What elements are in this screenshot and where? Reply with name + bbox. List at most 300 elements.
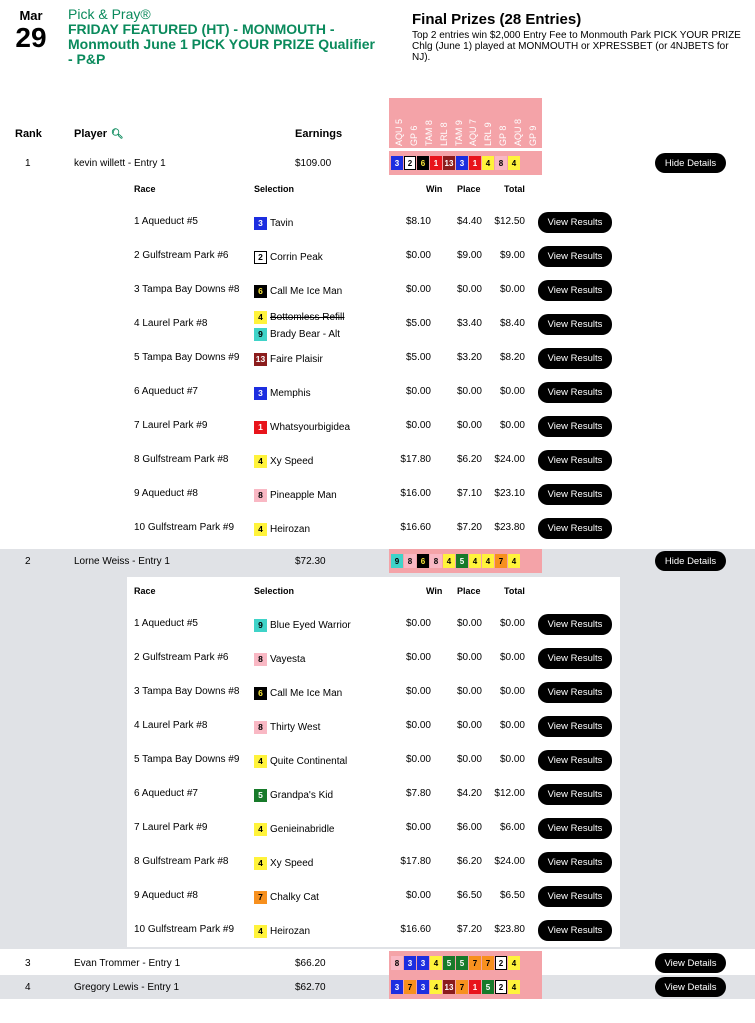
rank-value: 2	[25, 556, 31, 567]
picks-strip	[389, 549, 542, 573]
win-value: $0.00	[405, 822, 431, 833]
race-name: 4 Laurel Park #8	[134, 720, 208, 731]
horse-number-badge: 8	[254, 489, 267, 502]
place-value: $0.00	[456, 720, 482, 731]
pick-badge: 4	[508, 554, 520, 568]
race-name: 7 Laurel Park #9	[134, 822, 208, 833]
horse-number-badge: 2	[254, 251, 267, 264]
horse-number-badge: 4	[254, 523, 267, 536]
win-header: Win	[426, 586, 443, 596]
win-value: $0.00	[405, 720, 431, 731]
earnings-value: $66.20	[295, 958, 326, 969]
detail-row	[127, 811, 620, 845]
place-value: $7.10	[456, 488, 482, 499]
pick-badge: 3	[391, 156, 403, 170]
pick-badge: 8	[495, 156, 507, 170]
horse-number-badge: 3	[254, 387, 267, 400]
race-column-label: LRL 9	[483, 122, 494, 146]
selection-cell	[254, 284, 342, 298]
horse-name: Call Me Ice Man	[270, 687, 343, 699]
selection-line	[254, 522, 310, 536]
detail-row	[127, 743, 620, 777]
horse-number-badge: 4	[254, 311, 267, 324]
win-value: $0.00	[405, 386, 431, 397]
horse-number-badge: 4	[254, 755, 267, 768]
place-value: $0.00	[456, 386, 482, 397]
horse-number-badge: 1	[254, 421, 267, 434]
pick-badge: 5	[456, 554, 468, 568]
selection-cell	[254, 250, 323, 264]
selection-line	[254, 856, 313, 870]
horse-name: Quite Continental	[270, 755, 348, 767]
pick-badge: 6	[417, 156, 429, 170]
pick-badge: 5	[443, 956, 455, 970]
total-value: $0.00	[499, 652, 525, 663]
selection-line	[254, 327, 340, 341]
selection-line	[254, 310, 344, 324]
table-row	[0, 951, 755, 975]
place-header: Place	[457, 184, 481, 194]
horse-name: Memphis	[270, 387, 311, 399]
view-results-button[interactable]: View Results	[538, 716, 612, 737]
detail-row	[127, 375, 620, 409]
pick-badge: 1	[430, 156, 442, 170]
horse-number-badge: 13	[255, 354, 266, 364]
detail-row	[127, 409, 620, 443]
detail-row	[127, 777, 620, 811]
details-header	[127, 577, 620, 607]
race-name: 10 Gulfstream Park #9	[134, 522, 235, 533]
selection-cell	[254, 618, 351, 632]
player-name: Evan Trommer - Entry 1	[74, 958, 181, 969]
place-value: $3.40	[456, 318, 482, 329]
view-results-button[interactable]: View Results	[538, 920, 612, 941]
race-name: 6 Aqueduct #7	[134, 386, 198, 397]
pick-badge: 4	[443, 554, 455, 568]
selection-cell	[254, 488, 337, 502]
win-value: $0.00	[405, 420, 431, 431]
view-results-button[interactable]: View Results	[538, 280, 612, 301]
selection-cell	[254, 924, 310, 938]
horse-number-badge: 3	[254, 217, 267, 230]
win-value: $17.80	[400, 856, 431, 867]
total-value: $0.00	[499, 386, 525, 397]
player-name: kevin willett - Entry 1	[74, 158, 166, 169]
earnings-value: $62.70	[295, 982, 326, 993]
pick-badge: 13	[443, 156, 455, 170]
horse-number-badge: 4	[254, 925, 267, 938]
selection-line	[254, 420, 350, 434]
selection-cell	[254, 754, 347, 768]
race-name: 3 Tampa Bay Downs #8	[134, 686, 240, 697]
selection-cell	[254, 310, 344, 341]
horse-name: Whatsyourbigidea	[270, 421, 351, 433]
selection-cell	[254, 352, 323, 366]
horse-name: Call Me Ice Man	[270, 285, 343, 297]
view-results-button[interactable]: View Results	[538, 750, 612, 771]
details-panel	[127, 175, 620, 545]
earnings-value: $109.00	[295, 158, 332, 169]
selection-header: Selection	[254, 586, 295, 596]
horse-name: Genieinabridle	[270, 823, 335, 835]
prizes-block	[412, 11, 742, 63]
selection-line	[254, 216, 293, 230]
win-value: $8.10	[405, 216, 431, 227]
race-name: 10 Gulfstream Park #9	[134, 924, 235, 935]
details-panel	[127, 577, 620, 947]
selection-line	[254, 788, 333, 802]
selection-cell	[254, 720, 320, 734]
race-column-label: AQU 7	[468, 118, 479, 146]
place-value: $0.00	[456, 754, 482, 765]
selection-cell	[254, 522, 310, 536]
pick-badge: 5	[456, 956, 468, 970]
detail-row	[127, 273, 620, 307]
table-row	[0, 549, 755, 573]
selection-line	[254, 284, 342, 298]
rank-value: 3	[25, 958, 31, 969]
detail-row	[127, 641, 620, 675]
total-value: $12.00	[494, 788, 525, 799]
view-results-button[interactable]: View Results	[538, 518, 612, 539]
race-header: Race	[134, 184, 156, 194]
win-value: $0.00	[405, 250, 431, 261]
win-value: $5.00	[405, 352, 431, 363]
search-icon[interactable]: 🔍︎	[111, 129, 124, 140]
total-value: $6.50	[499, 890, 525, 901]
pick-badge: 6	[417, 554, 429, 568]
player-name: Lorne Weiss - Entry 1	[74, 556, 170, 567]
detail-row	[127, 511, 620, 545]
picks-strip	[389, 975, 542, 999]
race-header: Race	[134, 586, 156, 596]
horse-name: Blue Eyed Warrior	[270, 619, 351, 631]
horse-number-badge: 6	[254, 687, 267, 700]
pick-badge: 1	[469, 156, 481, 170]
selection-cell	[254, 890, 319, 904]
selection-line	[254, 386, 311, 400]
selection-cell	[254, 822, 335, 836]
total-value: $24.00	[494, 856, 525, 867]
horse-name: Vayesta	[270, 653, 306, 665]
view-results-button[interactable]: View Results	[538, 382, 612, 403]
selection-header: Selection	[254, 184, 295, 194]
details-header	[127, 175, 620, 205]
selection-cell	[254, 686, 342, 700]
pick-badge: 7	[482, 956, 494, 970]
race-name: 8 Gulfstream Park #8	[134, 856, 229, 867]
race-name: 1 Aqueduct #5	[134, 216, 198, 227]
player-column-label: Player	[74, 128, 108, 140]
pick-badge: 4	[430, 956, 442, 970]
contest-title: FRIDAY FEATURED (HT) - MONMOUTH - Monmouth June 1 PICK YOUR PRIZE Qualifier - P&P	[68, 21, 375, 67]
view-details-button[interactable]: View Details	[655, 977, 726, 997]
view-results-button[interactable]: View Results	[538, 648, 612, 669]
horse-name: Pineapple Man	[270, 489, 337, 501]
pick-badge: 2	[404, 156, 416, 170]
pick-badge: 7	[495, 554, 507, 568]
view-results-button[interactable]: View Results	[538, 450, 612, 471]
race-name: 1 Aqueduct #5	[134, 618, 198, 629]
horse-name: Heirozan	[270, 523, 311, 535]
pick-badge: 3	[417, 980, 429, 994]
race-name: 8 Gulfstream Park #8	[134, 454, 229, 465]
pick-badge: 4	[482, 554, 494, 568]
total-value: $0.00	[499, 754, 525, 765]
horse-number-badge: 5	[254, 789, 267, 802]
total-value: $12.50	[494, 216, 525, 227]
horse-name: Chalky Cat	[270, 891, 319, 903]
detail-row	[127, 205, 620, 239]
pick-badge: 2	[495, 980, 507, 994]
selection-line	[254, 454, 313, 468]
view-results-button[interactable]: View Results	[538, 416, 612, 437]
selection-cell	[254, 454, 313, 468]
view-results-button[interactable]: View Results	[538, 784, 612, 805]
horse-name: Grandpa's Kid	[270, 789, 334, 801]
pick-badge: 9	[391, 554, 403, 568]
pick-badge: 2	[495, 956, 507, 970]
win-value: $0.00	[405, 618, 431, 629]
rank-column-header: Rank	[15, 128, 42, 140]
win-value: $5.00	[405, 318, 431, 329]
total-header: Total	[504, 586, 525, 596]
selection-line	[254, 890, 319, 904]
view-results-button[interactable]: View Results	[538, 314, 612, 335]
earnings-value: $72.30	[295, 556, 326, 567]
place-value: $7.20	[456, 522, 482, 533]
date-month: Mar	[19, 8, 43, 23]
horse-number-badge: 8	[254, 653, 267, 666]
place-value: $6.00	[456, 822, 482, 833]
table-row	[0, 151, 755, 175]
horse-number-badge: 4	[254, 823, 267, 836]
race-name: 5 Tampa Bay Downs #9	[134, 754, 240, 765]
place-value: $9.00	[456, 250, 482, 261]
detail-row	[127, 675, 620, 709]
selection-line	[254, 618, 351, 632]
win-value: $0.00	[405, 754, 431, 765]
total-value: $9.00	[499, 250, 525, 261]
rank-value: 4	[25, 982, 31, 993]
player-name: Gregory Lewis - Entry 1	[74, 982, 180, 993]
race-name: 2 Gulfstream Park #6	[134, 652, 229, 663]
total-value: $0.00	[499, 420, 525, 431]
selection-line	[254, 652, 305, 666]
picks-strip	[389, 951, 542, 975]
pick-badge: 4	[469, 554, 481, 568]
pick-badge: 13	[443, 980, 455, 994]
pick-badge: 3	[456, 156, 468, 170]
rank-value: 1	[25, 158, 31, 169]
hide-details-button[interactable]: Hide Details	[655, 153, 726, 173]
detail-row	[127, 443, 620, 477]
detail-row	[127, 341, 620, 375]
race-name: 3 Tampa Bay Downs #8	[134, 284, 240, 295]
win-value: $16.60	[400, 924, 431, 935]
win-header: Win	[426, 184, 443, 194]
view-results-button[interactable]: View Results	[538, 852, 612, 873]
place-value: $4.40	[456, 216, 482, 227]
horse-number-badge: 9	[254, 619, 267, 632]
total-value: $6.00	[499, 822, 525, 833]
total-value: $23.10	[494, 488, 525, 499]
win-value: $7.80	[405, 788, 431, 799]
total-value: $0.00	[499, 720, 525, 731]
win-value: $0.00	[405, 686, 431, 697]
horse-name: Thirty West	[270, 721, 321, 733]
place-header: Place	[457, 586, 481, 596]
selection-cell	[254, 856, 313, 870]
selection-cell	[254, 216, 293, 230]
contest-title-block	[68, 6, 378, 67]
horse-number-badge: 7	[254, 891, 267, 904]
place-value: $0.00	[456, 420, 482, 431]
race-column-label: GP 8	[498, 125, 509, 146]
race-name: 5 Tampa Bay Downs #9	[134, 352, 240, 363]
win-value: $0.00	[405, 890, 431, 901]
total-value: $23.80	[494, 522, 525, 533]
view-results-button[interactable]: View Results	[538, 484, 612, 505]
pick-badge: 8	[391, 956, 403, 970]
horse-name: Brady Bear - Alt	[270, 328, 341, 340]
total-value: $8.40	[499, 318, 525, 329]
brand-name: Pick & Pray®	[68, 6, 151, 22]
horse-name: Tavin	[270, 217, 294, 229]
horse-name: Faire Plaisir	[270, 353, 323, 365]
horse-name: Heirozan	[270, 925, 311, 937]
win-value: $0.00	[405, 284, 431, 295]
pick-badge: 7	[456, 980, 468, 994]
race-column-label: TAM 9	[453, 120, 464, 146]
view-results-button[interactable]: View Results	[538, 886, 612, 907]
pick-badge: 3	[417, 956, 429, 970]
place-value: $0.00	[456, 652, 482, 663]
view-results-button[interactable]: View Results	[538, 246, 612, 267]
detail-row	[127, 879, 620, 913]
race-column-label: AQU 8	[513, 118, 524, 146]
horse-number-badge: 4	[254, 455, 267, 468]
place-value: $4.20	[456, 788, 482, 799]
place-value: $0.00	[456, 686, 482, 697]
selection-line	[254, 250, 323, 264]
prizes-description: Top 2 entries win $2,000 Entry Fee to Monmouth Park PICK YOUR PRIZE Chlg (June 1) played at MONMOUTH or XPRESSBET (or 4NJBETS for NJ).	[412, 30, 741, 63]
win-value: $0.00	[405, 652, 431, 663]
player-column-header[interactable]	[74, 128, 124, 140]
place-value: $6.50	[456, 890, 482, 901]
view-results-button[interactable]: View Results	[538, 348, 612, 369]
pick-badge: 7	[469, 956, 481, 970]
horse-name: Bottomless Refill	[270, 311, 345, 323]
hide-details-button[interactable]: Hide Details	[655, 551, 726, 571]
detail-row	[127, 477, 620, 511]
selection-cell	[254, 652, 305, 666]
pick-badge: 4	[508, 980, 520, 994]
total-value: $24.00	[494, 454, 525, 465]
view-results-button[interactable]: View Results	[538, 614, 612, 635]
selection-line	[254, 488, 337, 502]
race-column-label: AQU 5	[394, 118, 404, 146]
date-day: 29	[15, 22, 47, 53]
selection-line	[254, 352, 323, 366]
view-results-button[interactable]: View Results	[538, 682, 612, 703]
race-name: 4 Laurel Park #8	[134, 318, 208, 329]
selection-cell	[254, 386, 311, 400]
total-value: $23.80	[494, 924, 525, 935]
earnings-column-header: Earnings	[295, 128, 343, 140]
horse-number-badge: 4	[254, 857, 267, 870]
pick-badge: 4	[508, 156, 520, 170]
place-value: $3.20	[456, 352, 482, 363]
selection-line	[254, 924, 310, 938]
race-name: 9 Aqueduct #8	[134, 488, 198, 499]
detail-row	[127, 913, 620, 947]
pick-badge: 5	[482, 980, 494, 994]
selection-cell	[254, 420, 350, 434]
place-value: $6.20	[456, 454, 482, 465]
race-name: 6 Aqueduct #7	[134, 788, 198, 799]
pick-badge: 4	[482, 156, 494, 170]
horse-name: Xy Speed	[270, 455, 314, 467]
selection-line	[254, 754, 347, 768]
view-results-button[interactable]: View Results	[538, 818, 612, 839]
pick-badge: 3	[404, 956, 416, 970]
race-name: 9 Aqueduct #8	[134, 890, 198, 901]
race-name: 7 Laurel Park #9	[134, 420, 208, 431]
selection-cell	[254, 788, 333, 802]
selection-line	[254, 686, 342, 700]
view-results-button[interactable]: View Results	[538, 212, 612, 233]
race-column-label: GP 6	[408, 125, 419, 146]
pick-badge: 4	[430, 980, 442, 994]
pick-badge: 7	[404, 980, 416, 994]
detail-row	[127, 307, 620, 341]
place-value: $0.00	[456, 618, 482, 629]
table-row	[0, 975, 755, 999]
total-header: Total	[504, 184, 525, 194]
pick-badge: 4	[508, 956, 520, 970]
place-value: $0.00	[456, 284, 482, 295]
detail-row	[127, 239, 620, 273]
race-column-label: TAM 8	[423, 120, 434, 146]
horse-name: Corrin Peak	[270, 251, 323, 263]
total-value: $0.00	[499, 284, 525, 295]
pick-badge: 3	[391, 980, 403, 994]
horse-name: Xy Speed	[270, 857, 314, 869]
total-value: $0.00	[499, 686, 525, 697]
race-column-label: GP 9	[528, 125, 539, 146]
prizes-heading: Final Prizes (28 Entries)	[412, 11, 582, 28]
detail-row	[127, 845, 620, 879]
picks-strip	[389, 151, 542, 175]
race-columns-header	[389, 98, 542, 148]
win-value: $16.00	[400, 488, 431, 499]
race-column-label: LRL 8	[438, 122, 449, 146]
place-value: $7.20	[456, 924, 482, 935]
win-value: $16.60	[400, 522, 431, 533]
detail-row	[127, 607, 620, 641]
pick-badge: 8	[430, 554, 442, 568]
total-value: $8.20	[499, 352, 525, 363]
horse-number-badge: 9	[254, 328, 267, 341]
total-value: $0.00	[499, 618, 525, 629]
race-name: 2 Gulfstream Park #6	[134, 250, 229, 261]
place-value: $6.20	[456, 856, 482, 867]
selection-line	[254, 822, 335, 836]
detail-row	[127, 709, 620, 743]
pick-badge: 8	[404, 554, 416, 568]
view-details-button[interactable]: View Details	[655, 953, 726, 973]
